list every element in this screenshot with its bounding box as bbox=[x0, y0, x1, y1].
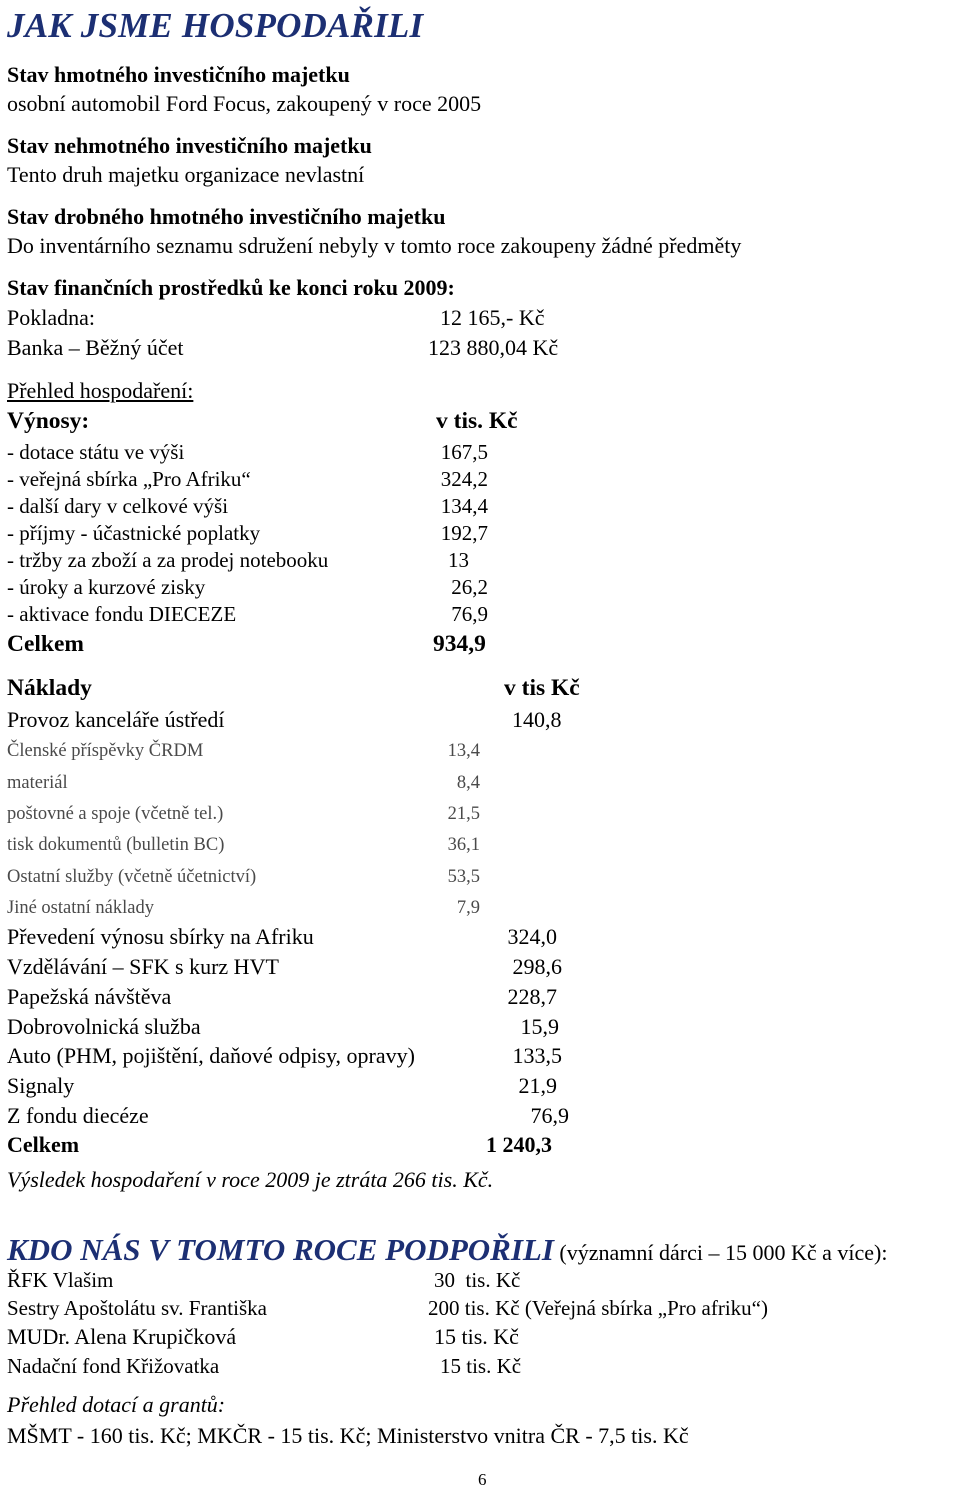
cost-value: 15,9 bbox=[520, 1014, 559, 1039]
supporter-name: MUDr. Alena Krupičková bbox=[7, 1324, 237, 1349]
section-heading: Stav drobného hmotného investičního majetku bbox=[7, 204, 446, 229]
revenue-label: - příjmy - účastnické poplatky bbox=[7, 521, 261, 545]
supporter-name: ŘFK Vlašim bbox=[7, 1268, 114, 1292]
cost-label: Signaly bbox=[7, 1073, 75, 1098]
cost-subitem-label: tisk dokumentů (bulletin BC) bbox=[7, 835, 225, 855]
cost-value: 324,0 bbox=[507, 924, 557, 949]
cost-label: Dobrovolnická služba bbox=[7, 1014, 201, 1039]
supporters-header bbox=[7, 1232, 887, 1268]
finance-label: Pokladna: bbox=[7, 305, 95, 330]
cost-subitem-value: 36,1 bbox=[447, 835, 480, 855]
finance-label: Banka – Běžný účet bbox=[7, 335, 184, 360]
cost-value: 76,9 bbox=[530, 1103, 569, 1128]
cost-subitem-label: Jiné ostatní náklady bbox=[7, 898, 154, 918]
revenue-value: 134,4 bbox=[440, 494, 488, 518]
cost-label: Převedení výnosu sbírky na Afriku bbox=[7, 924, 314, 949]
cost-label: Z fondu diecéze bbox=[7, 1103, 149, 1128]
cost-subitem-value: 13,4 bbox=[447, 741, 480, 761]
section-heading: Stav finančních prostředků ke konci roku 2009: bbox=[7, 275, 455, 300]
supporter-amount: 15 tis. Kč bbox=[440, 1354, 522, 1378]
cost-value: 228,7 bbox=[507, 984, 557, 1009]
cost-subitem-label: Členské příspěvky ČRDM bbox=[7, 741, 204, 761]
revenue-label: - úroky a kurzové zisky bbox=[7, 575, 206, 599]
revenues-total-value: 934,9 bbox=[433, 631, 486, 657]
result-statement: Výsledek hospodaření v roce 2009 je ztráta 266 tis. Kč. bbox=[7, 1167, 494, 1192]
supporter-amount: 200 tis. Kč (Veřejná sbírka „Pro afriku“) bbox=[428, 1296, 768, 1320]
costs-total-value: 1 240,3 bbox=[486, 1132, 552, 1157]
page-title: JAK JSME HOSPODAŘILI bbox=[7, 6, 424, 45]
section-heading: Stav hmotného investičního majetku bbox=[7, 62, 350, 87]
grants-heading: Přehled dotací a grantů: bbox=[7, 1392, 226, 1417]
cost-subitem-label: materiál bbox=[7, 773, 68, 793]
revenues-total-label: Celkem bbox=[7, 631, 85, 657]
cost-value: 298,6 bbox=[512, 954, 562, 979]
section-text: osobní automobil Ford Focus, zakoupený v roce 2005 bbox=[7, 91, 482, 116]
cost-value: 133,5 bbox=[512, 1043, 562, 1068]
cost-value: 21,9 bbox=[518, 1073, 557, 1098]
supporter-name: Nadační fond Křižovatka bbox=[7, 1354, 220, 1378]
revenue-value: 13 bbox=[448, 548, 469, 572]
supporters-note: (významní dárci – 15 000 Kč a více): bbox=[553, 1240, 888, 1265]
page-number: 6 bbox=[478, 1470, 487, 1489]
overview-label: Přehled hospodaření: bbox=[7, 378, 194, 403]
cost-subitem-value: 21,5 bbox=[447, 804, 480, 824]
cost-subitem-value: 53,5 bbox=[447, 867, 480, 887]
supporter-amount: 30 tis. Kč bbox=[434, 1268, 521, 1292]
cost-subitem-label: poštovné a spoje (včetně tel.) bbox=[7, 804, 224, 824]
costs-heading: Náklady bbox=[7, 675, 92, 701]
revenue-label: - aktivace fondu DIECEZE bbox=[7, 602, 237, 626]
cost-office-value: 140,8 bbox=[512, 707, 562, 732]
revenue-label: - další dary v celkové výši bbox=[7, 494, 229, 518]
section-text: Tento druh majetku organizace nevlastní bbox=[7, 162, 365, 187]
revenues-unit: v tis. Kč bbox=[436, 408, 518, 434]
costs-total-label: Celkem bbox=[7, 1132, 80, 1157]
supporter-name: Sestry Apoštolátu sv. Františka bbox=[7, 1296, 267, 1320]
revenue-label: - dotace státu ve výši bbox=[7, 440, 185, 464]
finance-value: 123 880,04 Kč bbox=[428, 335, 559, 360]
supporter-amount: 15 tis. Kč bbox=[434, 1324, 519, 1349]
revenue-value: 26,2 bbox=[451, 575, 488, 599]
supporters-heading: KDO NÁS V TOMTO ROCE PODPOŘILI bbox=[7, 1232, 554, 1267]
cost-label: Vzdělávání – SFK s kurz HVT bbox=[7, 954, 279, 979]
revenue-label: - veřejná sbírka „Pro Afriku“ bbox=[7, 467, 251, 491]
section-text: Do inventárního seznamu sdružení nebyly v tomto roce zakoupeny žádné předměty bbox=[7, 233, 742, 258]
cost-office-label: Provoz kanceláře ústředí bbox=[7, 707, 225, 732]
revenue-value: 324,2 bbox=[440, 467, 488, 491]
cost-label: Auto (PHM, pojištění, daňové odpisy, opravy) bbox=[7, 1043, 415, 1068]
revenue-label: - tržby za zboží a za prodej notebooku bbox=[7, 548, 329, 572]
cost-subitem-value: 8,4 bbox=[456, 773, 480, 793]
revenue-value: 76,9 bbox=[451, 602, 488, 626]
cost-subitem-label: Ostatní služby (včetně účetnictví) bbox=[7, 867, 257, 887]
cost-label: Papežská návštěva bbox=[7, 984, 172, 1009]
section-heading: Stav nehmotného investičního majetku bbox=[7, 133, 372, 158]
costs-unit: v tis Kč bbox=[504, 675, 580, 701]
cost-subitem-value: 7,9 bbox=[456, 898, 480, 918]
revenues-heading: Výnosy: bbox=[7, 408, 90, 434]
revenue-value: 167,5 bbox=[440, 440, 488, 464]
grants-text: MŠMT - 160 tis. Kč; MKČR - 15 tis. Kč; Ministerstvo vnitra ČR - 7,5 tis. Kč bbox=[7, 1423, 689, 1448]
finance-value: 12 165,- Kč bbox=[440, 305, 545, 330]
revenue-value: 192,7 bbox=[440, 521, 488, 545]
